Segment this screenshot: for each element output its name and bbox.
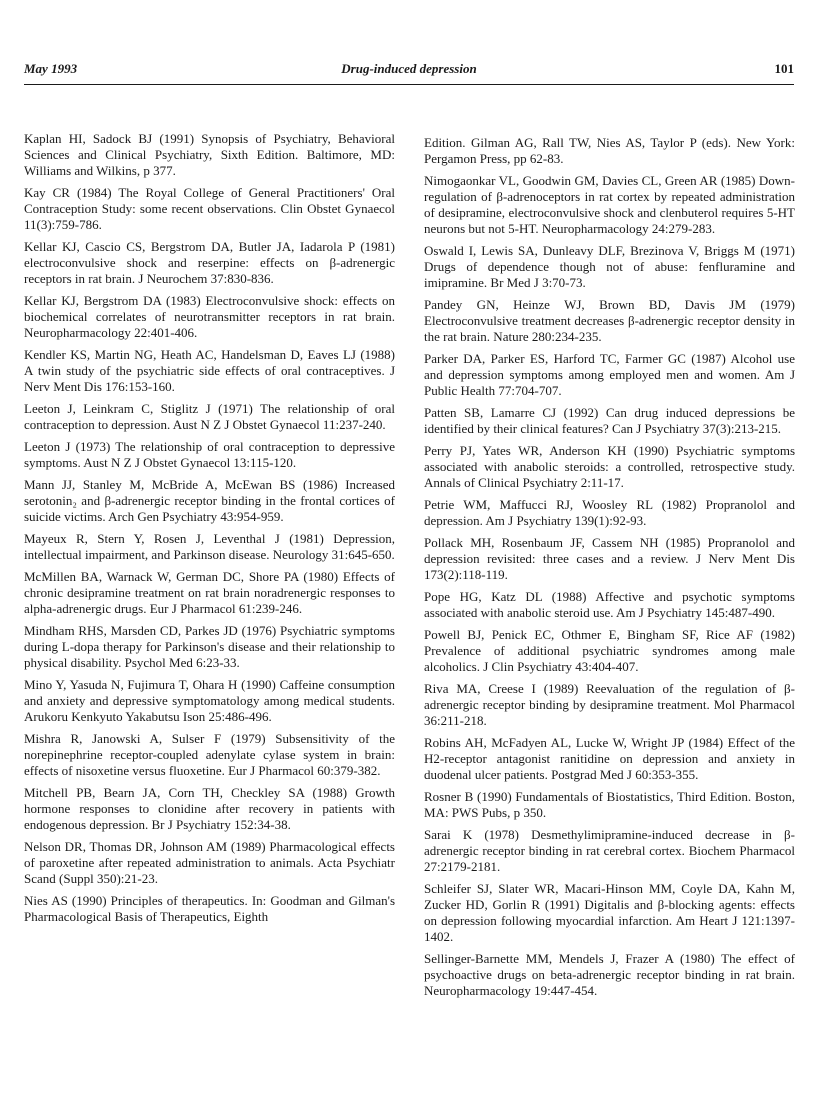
reference-entry: Nelson DR, Thomas DR, Johnson AM (1989) Pharmacological effects of paroxetine after repeated administration to animals. Acta Psychiatr Scand (Suppl 350):21-23.	[24, 839, 395, 886]
reference-entry: Powell BJ, Penick EC, Othmer E, Bingham SF, Rice AF (1982) Prevalence of additional psychiatric syndromes among male alcoholics. J Clin Psychiatry 43:404-407.	[424, 627, 795, 674]
reference-entry: Parker DA, Parker ES, Harford TC, Farmer GC (1987) Alcohol use and depression symptoms among employed men and women. Am J Public Health 77:704-707.	[424, 351, 795, 398]
references-left-column	[24, 131, 395, 931]
reference-continuation: Edition. Gilman AG, Rall TW, Nies AS, Taylor P (eds). New York: Pergamon Press, pp 62-83.	[424, 135, 795, 166]
reference-entry: Kellar KJ, Bergstrom DA (1983) Electroconvulsive shock: effects on biochemical correlates of neurotransmitter receptors in rat brain. Neuropharmacology 22:401-406.	[24, 293, 395, 340]
reference-entry: Pope HG, Katz DL (1988) Affective and psychotic symptoms associated with anabolic steroid use. Am J Psychiatry 145:487-490.	[424, 589, 795, 620]
reference-entry: Nimogaonkar VL, Goodwin GM, Davies CL, Green AR (1985) Down-regulation of β-adrenoceptors in rat cortex by repeated administration of desipramine, electroconvulsive shock and clenbuterol requires 5-HT neurons but not 5-HT. Neuropharmacology 24:279-283.	[424, 173, 795, 236]
reference-entry: Mayeux R, Stern Y, Rosen J, Leventhal J (1981) Depression, intellectual impairment, and Parkinson disease. Neurology 31:645-650.	[24, 531, 395, 562]
reference-entry: Schleifer SJ, Slater WR, Macari-Hinson MM, Coyle DA, Kahn M, Zucker HD, Gorlin R (1991) Digitalis and β-blocking agents: effects on depression following myocardial infarction. Am Heart J 121:1397-1402.	[424, 881, 795, 944]
reference-entry: Mitchell PB, Bearn JA, Corn TH, Checkley SA (1988) Growth hormone responses to clonidine after recovery in patients with endogenous depression. Br J Psychiatry 152:34-38.	[24, 785, 395, 832]
header-date: May 1993	[24, 61, 78, 76]
page-number: 101	[774, 61, 794, 76]
reference-entry: Mindham RHS, Marsden CD, Parkes JD (1976) Psychiatric symptoms during L-dopa therapy for Parkinson's disease and their relationship to physical disability. Psychol Med 6:23-33.	[24, 623, 395, 670]
reference-entry: Oswald I, Lewis SA, Dunleavy DLF, Brezinova V, Briggs M (1971) Drugs of dependence though not of abuse: fenfluramine and imipramine. Br Med J 3:70-73.	[424, 243, 795, 290]
reference-entry: Mann JJ, Stanley M, McBride A, McEwan BS (1986) Increased serotonin₂ and β-adrenergic receptor binding in the frontal cortices of suicide victims. Arch Gen Psychiatry 43:954-959.	[24, 477, 395, 524]
reference-entry: Pollack MH, Rosenbaum JF, Cassem NH (1985) Propranolol and depression revisited: three cases and a review. J Nerv Ment Dis 173(2):118-119.	[424, 535, 795, 582]
reference-entry: Pandey GN, Heinze WJ, Brown BD, Davis JM (1979) Electroconvulsive treatment decreases β-adrenergic receptor density in the rat brain. Nature 280:234-235.	[424, 297, 795, 344]
reference-entry: Nies AS (1990) Principles of therapeutics. In: Goodman and Gilman's Pharmacological Basis of Therapeutics, Eighth	[24, 893, 395, 924]
reference-entry: Leeton J, Leinkram C, Stiglitz J (1971) The relationship of oral contraception to depression. Aust N Z J Obstet Gynaecol 11:237-240.	[24, 401, 395, 432]
running-header	[24, 61, 794, 85]
reference-entry: Mino Y, Yasuda N, Fujimura T, Ohara H (1990) Caffeine consumption and anxiety and depressive symptomatology among medical students. Arukoru Kenkyuto Yakabutsu Ison 25:486-496.	[24, 677, 395, 724]
reference-entry: Mishra R, Janowski A, Sulser F (1979) Subsensitivity of the norepinephrine receptor-coupled adenylate cylase system in brain: effects of nisoxetine versus fluoxetine. Eur J Pharmacol 60:379-382.	[24, 731, 395, 778]
reference-entry: Kendler KS, Martin NG, Heath AC, Handelsman D, Eaves LJ (1988) A twin study of the psychiatric side effects of oral contraceptives. J Nerv Ment Dis 176:153-160.	[24, 347, 395, 394]
reference-entry: Kaplan HI, Sadock BJ (1991) Synopsis of Psychiatry, Behavioral Sciences and Clinical Psychiatry, Sixth Edition. Baltimore, MD: Williams and Wilkins, p 377.	[24, 131, 395, 178]
reference-entry: Sarai K (1978) Desmethylimipramine-induced decrease in β-adrenergic receptor binding in rat cerebral cortex. Biochem Pharmacol 27:2179-2181.	[424, 827, 795, 874]
reference-entry: Perry PJ, Yates WR, Anderson KH (1990) Psychiatric symptoms associated with anabolic steroids: a controlled, retrospective study. Annals of Clinical Psychiatry 2:11-17.	[424, 443, 795, 490]
reference-entry: Riva MA, Creese I (1989) Reevaluation of the regulation of β-adrenergic receptor binding by desipramine treatment. Mol Pharmacol 36:211-218.	[424, 681, 795, 728]
reference-entry: Robins AH, McFadyen AL, Lucke W, Wright JP (1984) Effect of the H2-receptor antagonist ranitidine on depression and anxiety in duodenal ulcer patients. Postgrad Med J 60:353-355.	[424, 735, 795, 782]
reference-entry: Kay CR (1984) The Royal College of General Practitioners' Oral Contraception Study: some recent observations. Clin Obstet Gynaecol 11(3):759-786.	[24, 185, 395, 232]
reference-entry: Kellar KJ, Cascio CS, Bergstrom DA, Butler JA, Iadarola P (1981) electroconvulsive shock and reserpine: effects on β-adrenergic receptors in rat brain. J Neurochem 37:830-836.	[24, 239, 395, 286]
header-divider	[24, 84, 794, 85]
references-right-column	[424, 135, 795, 1005]
reference-entry: Leeton J (1973) The relationship of oral contraception to depressive symptoms. Aust N Z J Obstet Gynaecol 13:115-120.	[24, 439, 395, 470]
reference-entry: Patten SB, Lamarre CJ (1992) Can drug induced depressions be identified by their clinical features? Can J Psychiatry 37(3):213-215.	[424, 405, 795, 436]
reference-entry: Sellinger-Barnette MM, Mendels J, Frazer A (1980) The effect of psychoactive drugs on beta-adrenergic receptor binding in rat brain. Neuropharmacology 19:447-454.	[424, 951, 795, 998]
reference-entry: Petrie WM, Maffucci RJ, Woosley RL (1982) Propranolol and depression. Am J Psychiatry 139(1):92-93.	[424, 497, 795, 528]
reference-entry: McMillen BA, Warnack W, German DC, Shore PA (1980) Effects of chronic desipramine treatment on rat brain noradrenergic responses to alpha-adrenergic drugs. Eur J Pharmacol 61:239-246.	[24, 569, 395, 616]
reference-entry: Rosner B (1990) Fundamentals of Biostatistics, Third Edition. Boston, MA: PWS Pubs, p 350.	[424, 789, 795, 820]
header-title: Drug-induced depression	[341, 61, 477, 76]
